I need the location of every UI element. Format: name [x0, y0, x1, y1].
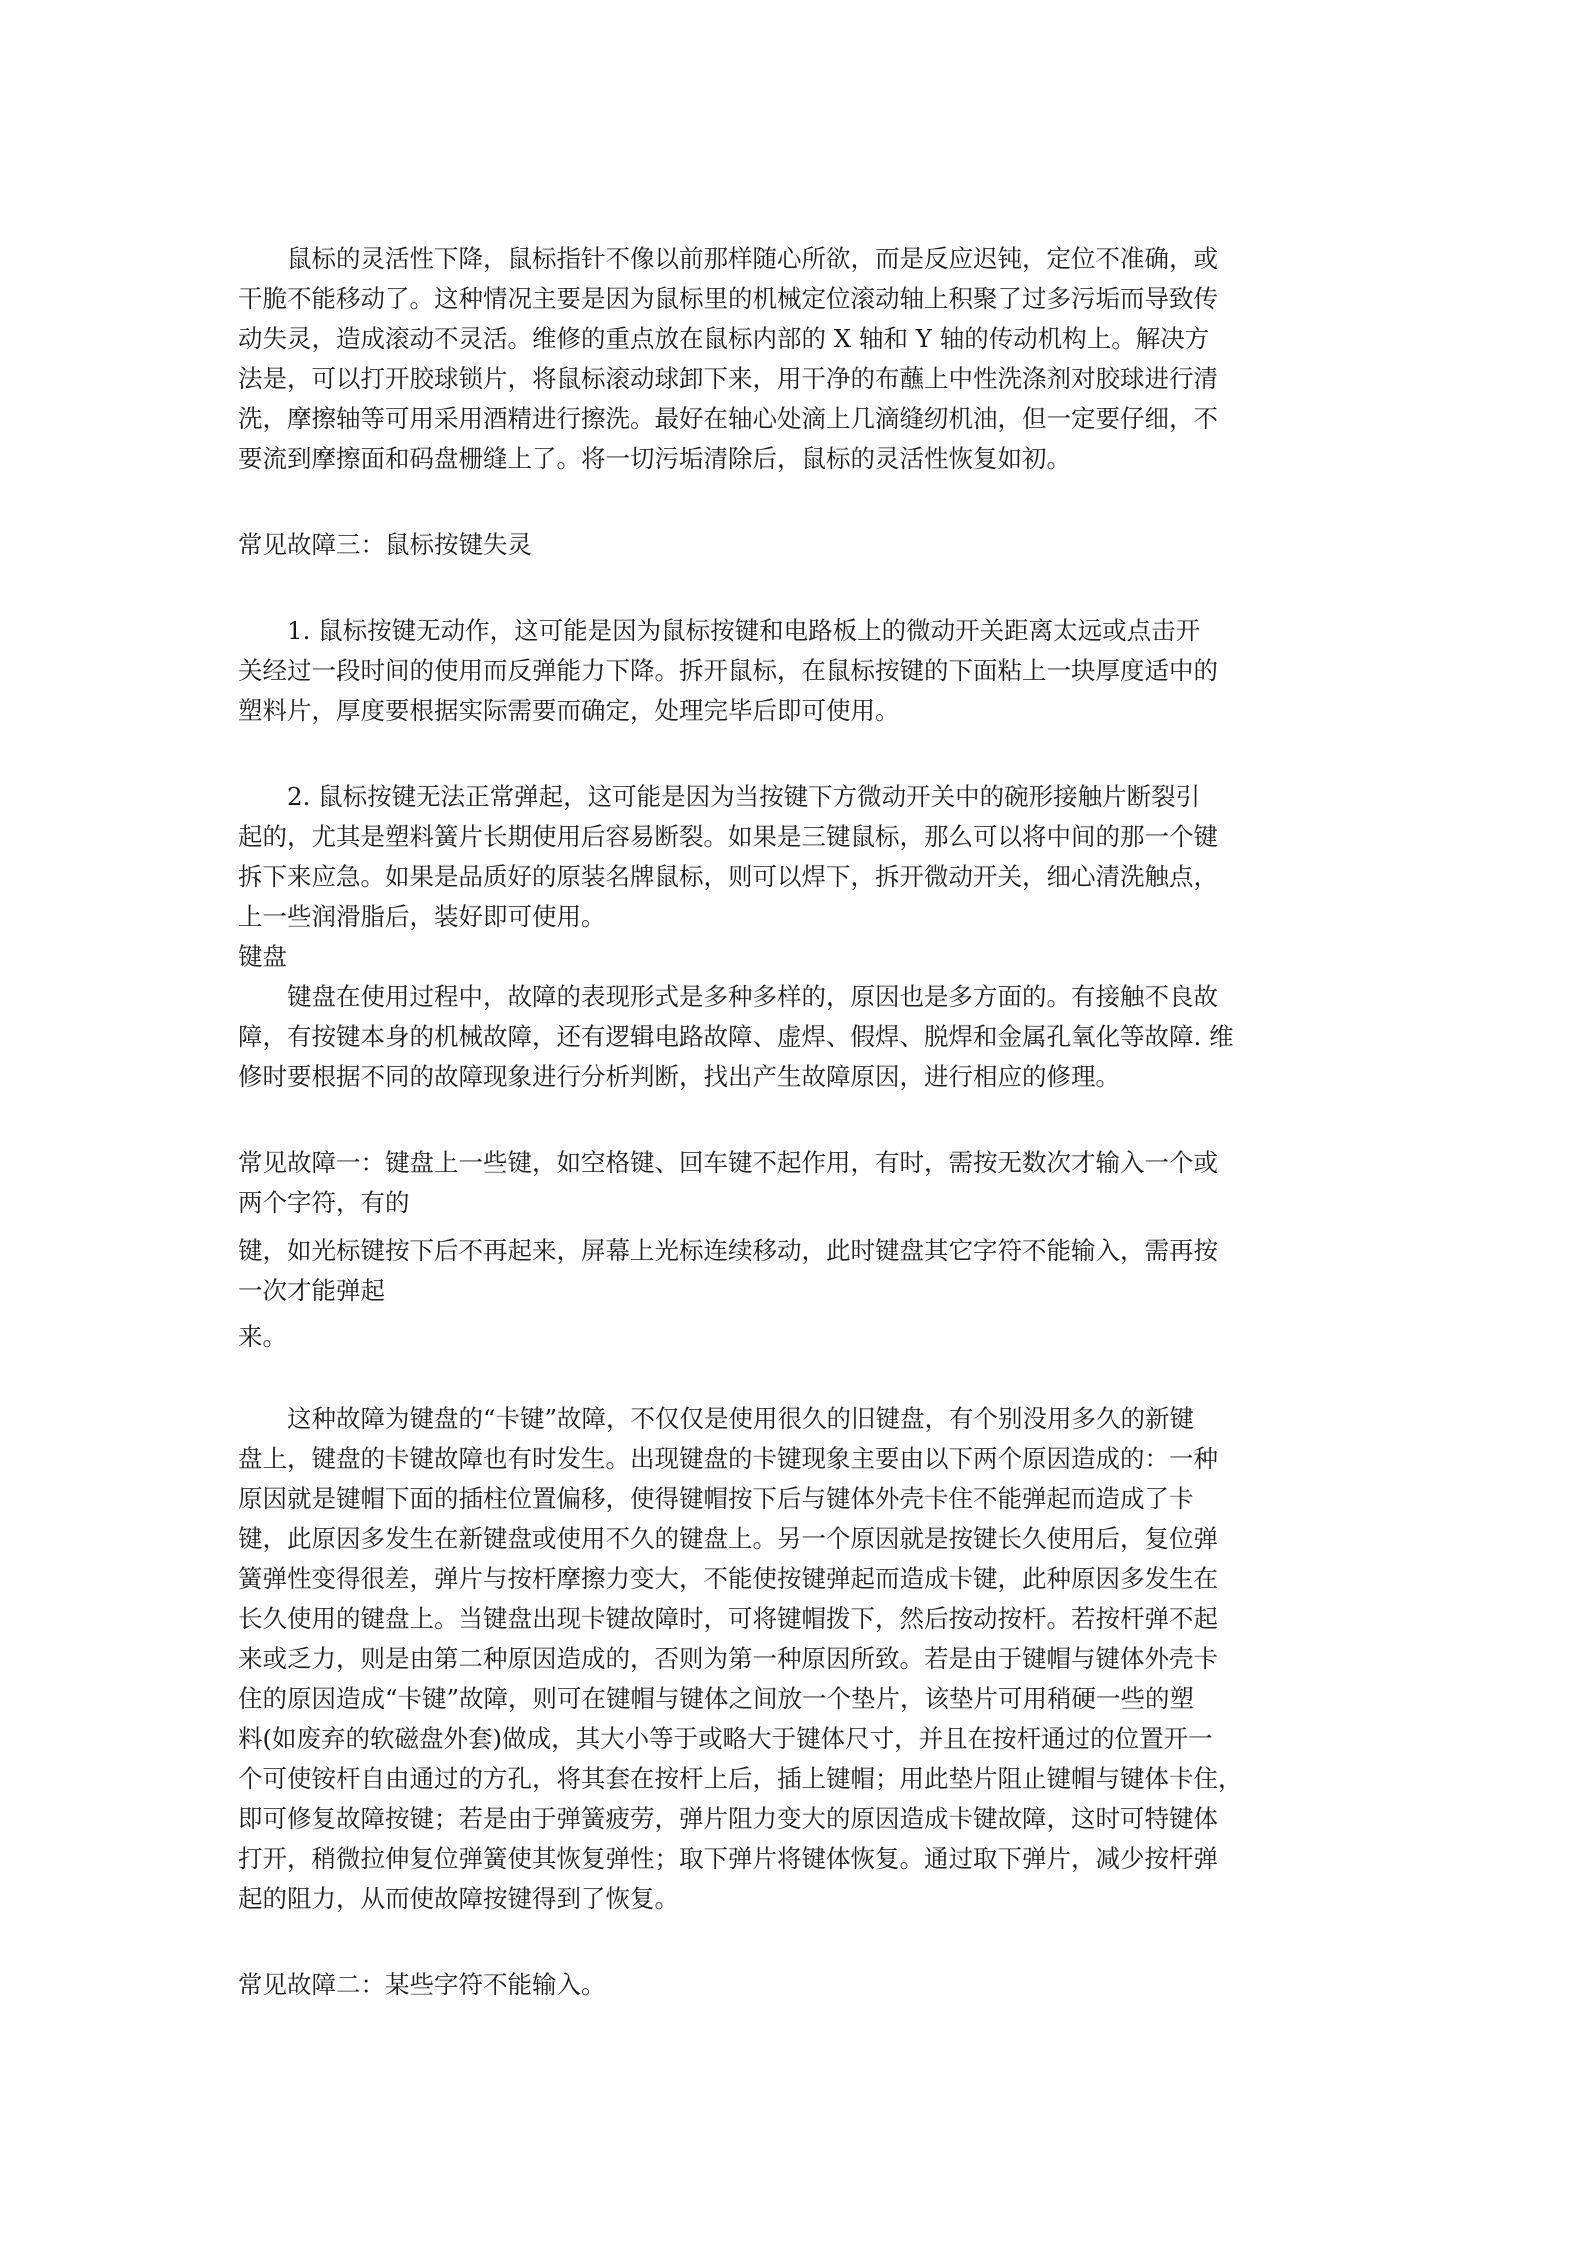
text-line: 料(如废弃的软磁盘外套)做成，其大小等于或略大于键体尺寸，并且在按杆通过的位置开一	[238, 1724, 1213, 1753]
text-line: 要流到摩擦面和码盘栅缝上了。将一切污垢清除后，鼠标的灵活性恢复如初。	[238, 444, 1071, 473]
text-line: 长久使用的键盘上。当键盘出现卡键故障时，可将键帽拨下，然后按动按杆。若按杆弹不起	[238, 1604, 1218, 1633]
text-line: 打开，稍微拉伸复位弹簧使其恢复弹性；取下弹片将键体恢复。通过取下弹片，减少按杆弹	[238, 1844, 1218, 1873]
text-line: 拆下来应急。如果是品质好的原装名牌鼠标，则可以焊下，拆开微动开关，细心清洗触点，	[238, 862, 1218, 891]
text-line: 一次才能弹起	[238, 1276, 385, 1305]
text-line: 起的，尤其是塑料簧片长期使用后容易断裂。如果是三键鼠标，那么可以将中间的那一个键	[238, 822, 1218, 851]
text-line: 起的阻力，从而使故障按键得到了恢复。	[238, 1884, 679, 1913]
text-line: 键，此原因多发生在新键盘或使用不久的键盘上。另一个原因就是按键长久使用后，复位弹	[238, 1524, 1218, 1553]
text-line: 修时要根据不同的故障现象进行分析判断，找出产生故障原因，进行相应的修理。	[238, 1062, 1120, 1091]
text-line: 键盘在使用过程中，故障的表现形式是多种多样的，原因也是多方面的。有接触不良故	[238, 982, 1218, 1011]
text-line: 干脆不能移动了。这种情况主要是因为鼠标里的机械定位滚动轴上积聚了过多污垢而导致传	[238, 284, 1218, 313]
text-line: 洗，摩擦轴等可用采用酒精进行擦洗。最好在轴心处滴上几滴缝纫机油，但一定要仔细，不	[238, 404, 1218, 433]
text-line: 动失灵，造成滚动不灵活。维修的重点放在鼠标内部的 X 轴和 Y 轴的传动机构上。解决方	[238, 324, 1210, 353]
text-line: 两个字符，有的	[238, 1188, 410, 1217]
text-line: 法是，可以打开胶球锁片，将鼠标滚动球卸下来，用干净的布蘸上中性洗涤剂对胶球进行清	[238, 364, 1218, 393]
text-line: 上一些润滑脂后，装好即可使用。	[238, 902, 606, 931]
text-line: 1. 鼠标按键无动作，这可能是因为鼠标按键和电路板上的微动开关距离太远或点击开	[238, 616, 1201, 645]
text-line: 塑料片，厚度要根据实际需要而确定，处理完毕后即可使用。	[238, 696, 900, 725]
text-line: 住的原因造成“卡键”故障，则可在键帽与键体之间放一个垫片，该垫片可用稍硬一些的塑	[238, 1684, 1195, 1713]
text-line: 原因就是键帽下面的插柱位置偏移，使得键帽按下后与键体外壳卡住不能弹起而造成了卡	[238, 1484, 1194, 1513]
section-heading: 键盘	[238, 942, 287, 971]
text-line: 个可使铵杆自由通过的方孔，将其套在按杆上后，插上键帽；用此垫片阻止键帽与键体卡住，	[238, 1764, 1243, 1793]
text-line: 键，如光标键按下后不再起来，屏幕上光标连续移动，此时键盘其它字符不能输入，需再按	[238, 1236, 1218, 1265]
text-line: 关经过一段时间的使用而反弹能力下降。拆开鼠标，在鼠标按键的下面粘上一块厚度适中的	[238, 656, 1218, 685]
text-line: 即可修复故障按键；若是由于弹簧疲劳，弹片阻力变大的原因造成卡键故障，这时可特键体	[238, 1804, 1218, 1833]
text-line: 来。	[238, 1322, 287, 1351]
text-line: 常见故障一：键盘上一些键，如空格键、回车键不起作用，有时，需按无数次才输入一个或	[238, 1148, 1218, 1177]
text-line: 2. 鼠标按键无法正常弹起，这可能是因为当按键下方微动开关中的碗形接触片断裂引	[238, 782, 1201, 811]
text-line: 来或乏力，则是由第二种原因造成的，否则为第一种原因所致。若是由于键帽与键体外壳卡	[238, 1644, 1218, 1673]
text-line: 鼠标的灵活性下降，鼠标指针不像以前那样随心所欲，而是反应迟钝，定位不准确，或	[238, 244, 1218, 273]
section-heading: 常见故障二：某些字符不能输入。	[238, 1970, 606, 1999]
text-line: 簧弹性变得很差，弹片与按杆摩擦力变大，不能使按键弹起而造成卡键，此种原因多发生在	[238, 1564, 1218, 1593]
text-line: 盘上，键盘的卡键故障也有时发生。出现键盘的卡键现象主要由以下两个原因造成的：一种	[238, 1444, 1218, 1473]
text-line: 障，有按键本身的机械故障，还有逻辑电路故障、虚焊、假焊、脱焊和金属孔氧化等故障. 维	[238, 1022, 1234, 1051]
text-line: 这种故障为键盘的“卡键”故障，不仅仅是使用很久的旧键盘，有个别没用多久的新键	[238, 1404, 1195, 1433]
section-heading: 常见故障三：鼠标按键失灵	[238, 530, 532, 559]
